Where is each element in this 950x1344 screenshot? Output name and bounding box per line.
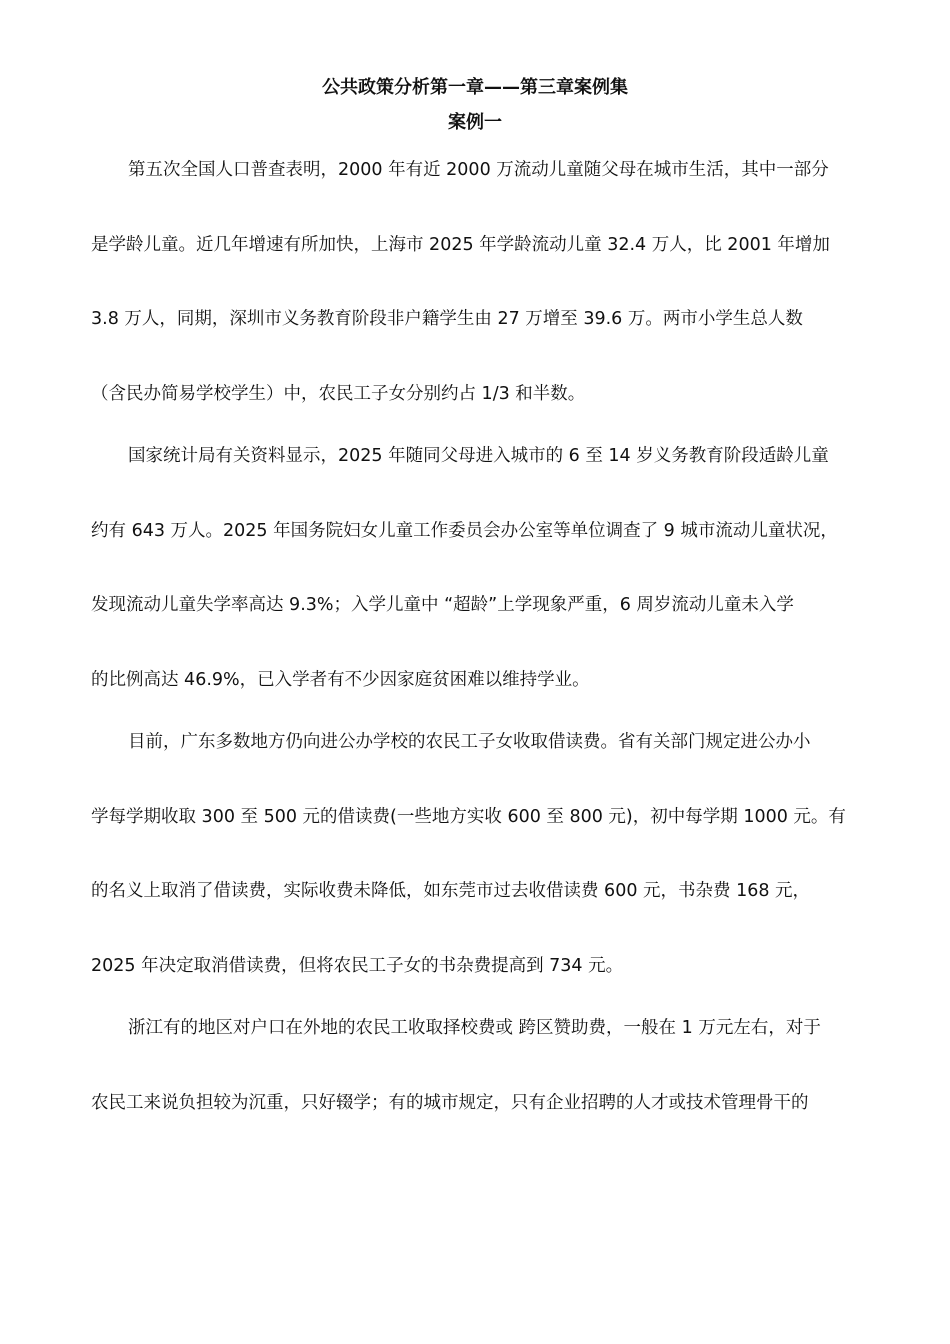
text-line: 是学龄儿童。近几年增速有所加快，上海市 2025 年学龄流动儿童 32.4 万人，比 2001 年增加	[91, 235, 830, 255]
text-line: 农民工来说负担较为沉重，只好辍学；有的城市规定，只有企业招聘的人才或技术管理骨干的	[91, 1093, 809, 1113]
document-title: 公共政策分析第一章——第三章案例集	[322, 77, 628, 98]
text-line: 的比例高达 46.9%，已入学者有不少因家庭贫困难以维持学业。	[91, 670, 590, 690]
text-line: 2025 年决定取消借读费，但将农民工子女的书杂费提高到 734 元。	[91, 956, 624, 976]
text-line: 发现流动儿童失学率高达 9.3%；入学儿童中 “超龄”上学现象严重，6 周岁流动儿童未入学	[91, 595, 794, 615]
text-line: 的名义上取消了借读费，实际收费未降低，如东莞市过去收借读费 600 元，书杂费 168 元，	[91, 881, 811, 901]
text-line: 第五次全国人口普查表明，2000 年有近 2000 万流动儿童随父母在城市生活，其中一部分	[128, 160, 829, 180]
text-line: 目前，广东多数地方仍向进公办学校的农民工子女收取借读费。省有关部门规定进公办小	[128, 732, 811, 752]
text-line: 约有 643 万人。2025 年国务院妇女儿童工作委员会办公室等单位调查了 9 城市流动儿童状况，	[91, 521, 838, 541]
text-line: 3.8 万人，同期，深圳市义务教育阶段非户籍学生由 27 万增至 39.6 万。两市小学生总人数	[91, 309, 803, 329]
text-line: 学每学期收取 300 至 500 元的借读费(一些地方实收 600 至 800 元)，初中每学期 1000 元。有	[91, 807, 846, 827]
text-line: 浙江有的地区对户口在外地的农民工收取择校费或 跨区赞助费，一般在 1 万元左右，对于	[128, 1018, 821, 1038]
text-line: （含民办简易学校学生）中，农民工子女分别约占 1/3 和半数。	[91, 384, 586, 404]
case-heading: 案例一	[448, 112, 502, 133]
text-line: 国家统计局有关资料显示，2025 年随同父母进入城市的 6 至 14 岁义务教育阶段适龄儿童	[128, 446, 829, 466]
